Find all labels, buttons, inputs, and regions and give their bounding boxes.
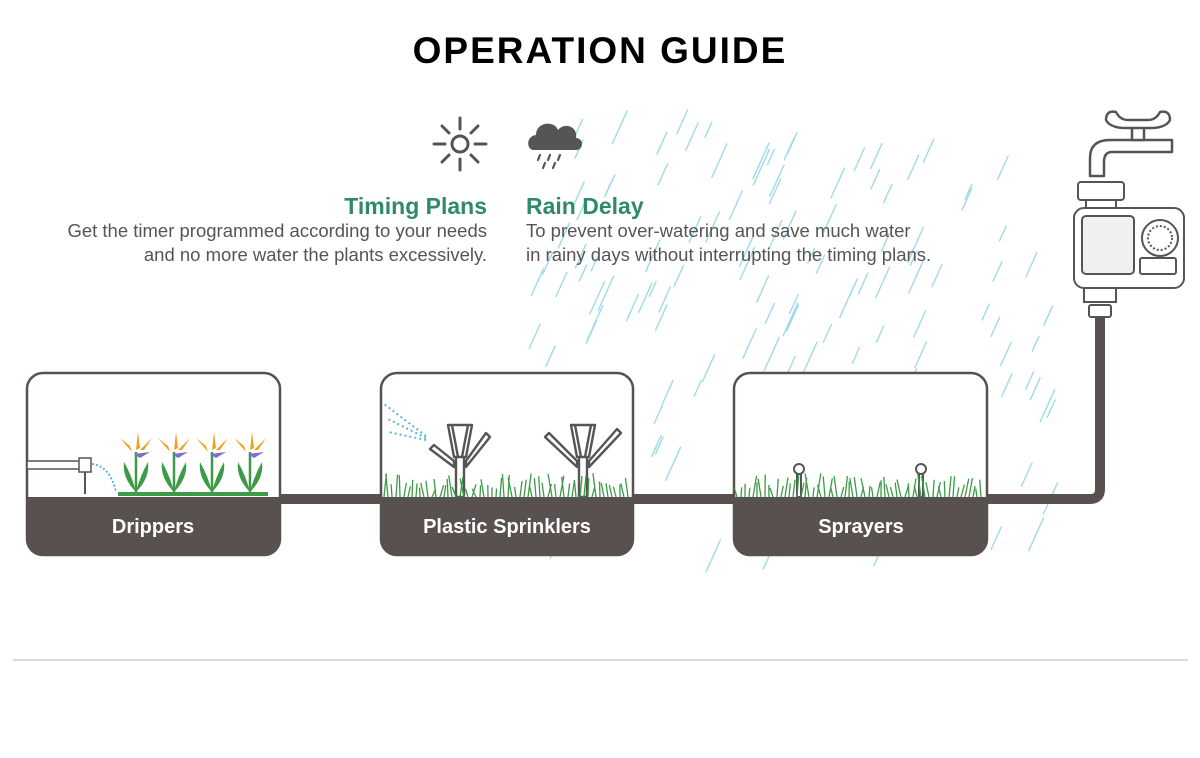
timing-desc-line1: Get the timer programmed according to your needs — [67, 220, 487, 241]
timing-plans-description — [17, 219, 487, 267]
drippers-label: Drippers — [111, 516, 195, 538]
rain-desc-line1: To prevent over-watering and save much water — [526, 220, 911, 241]
rain-delay-title: Rain Delay — [526, 193, 644, 219]
bottom-divider — [13, 659, 1188, 661]
timing-desc-line2: and no more water the plants excessively. — [143, 244, 487, 265]
faucet-icon — [1090, 112, 1172, 176]
page-title: OPERATION GUIDE — [412, 30, 788, 71]
timing-plans-title: Timing Plans — [344, 193, 487, 219]
rain-desc-line2: in rainy days without interrupting the timing plans. — [526, 244, 932, 265]
water-timer-icon — [1074, 182, 1184, 317]
rain-cloud-icon — [528, 124, 582, 168]
sprayers-label: Sprayers — [818, 516, 904, 538]
rain-delay-description — [526, 219, 996, 267]
sun-icon — [434, 118, 486, 170]
plastic-sprinklers-label: Plastic Sprinklers — [423, 516, 591, 538]
